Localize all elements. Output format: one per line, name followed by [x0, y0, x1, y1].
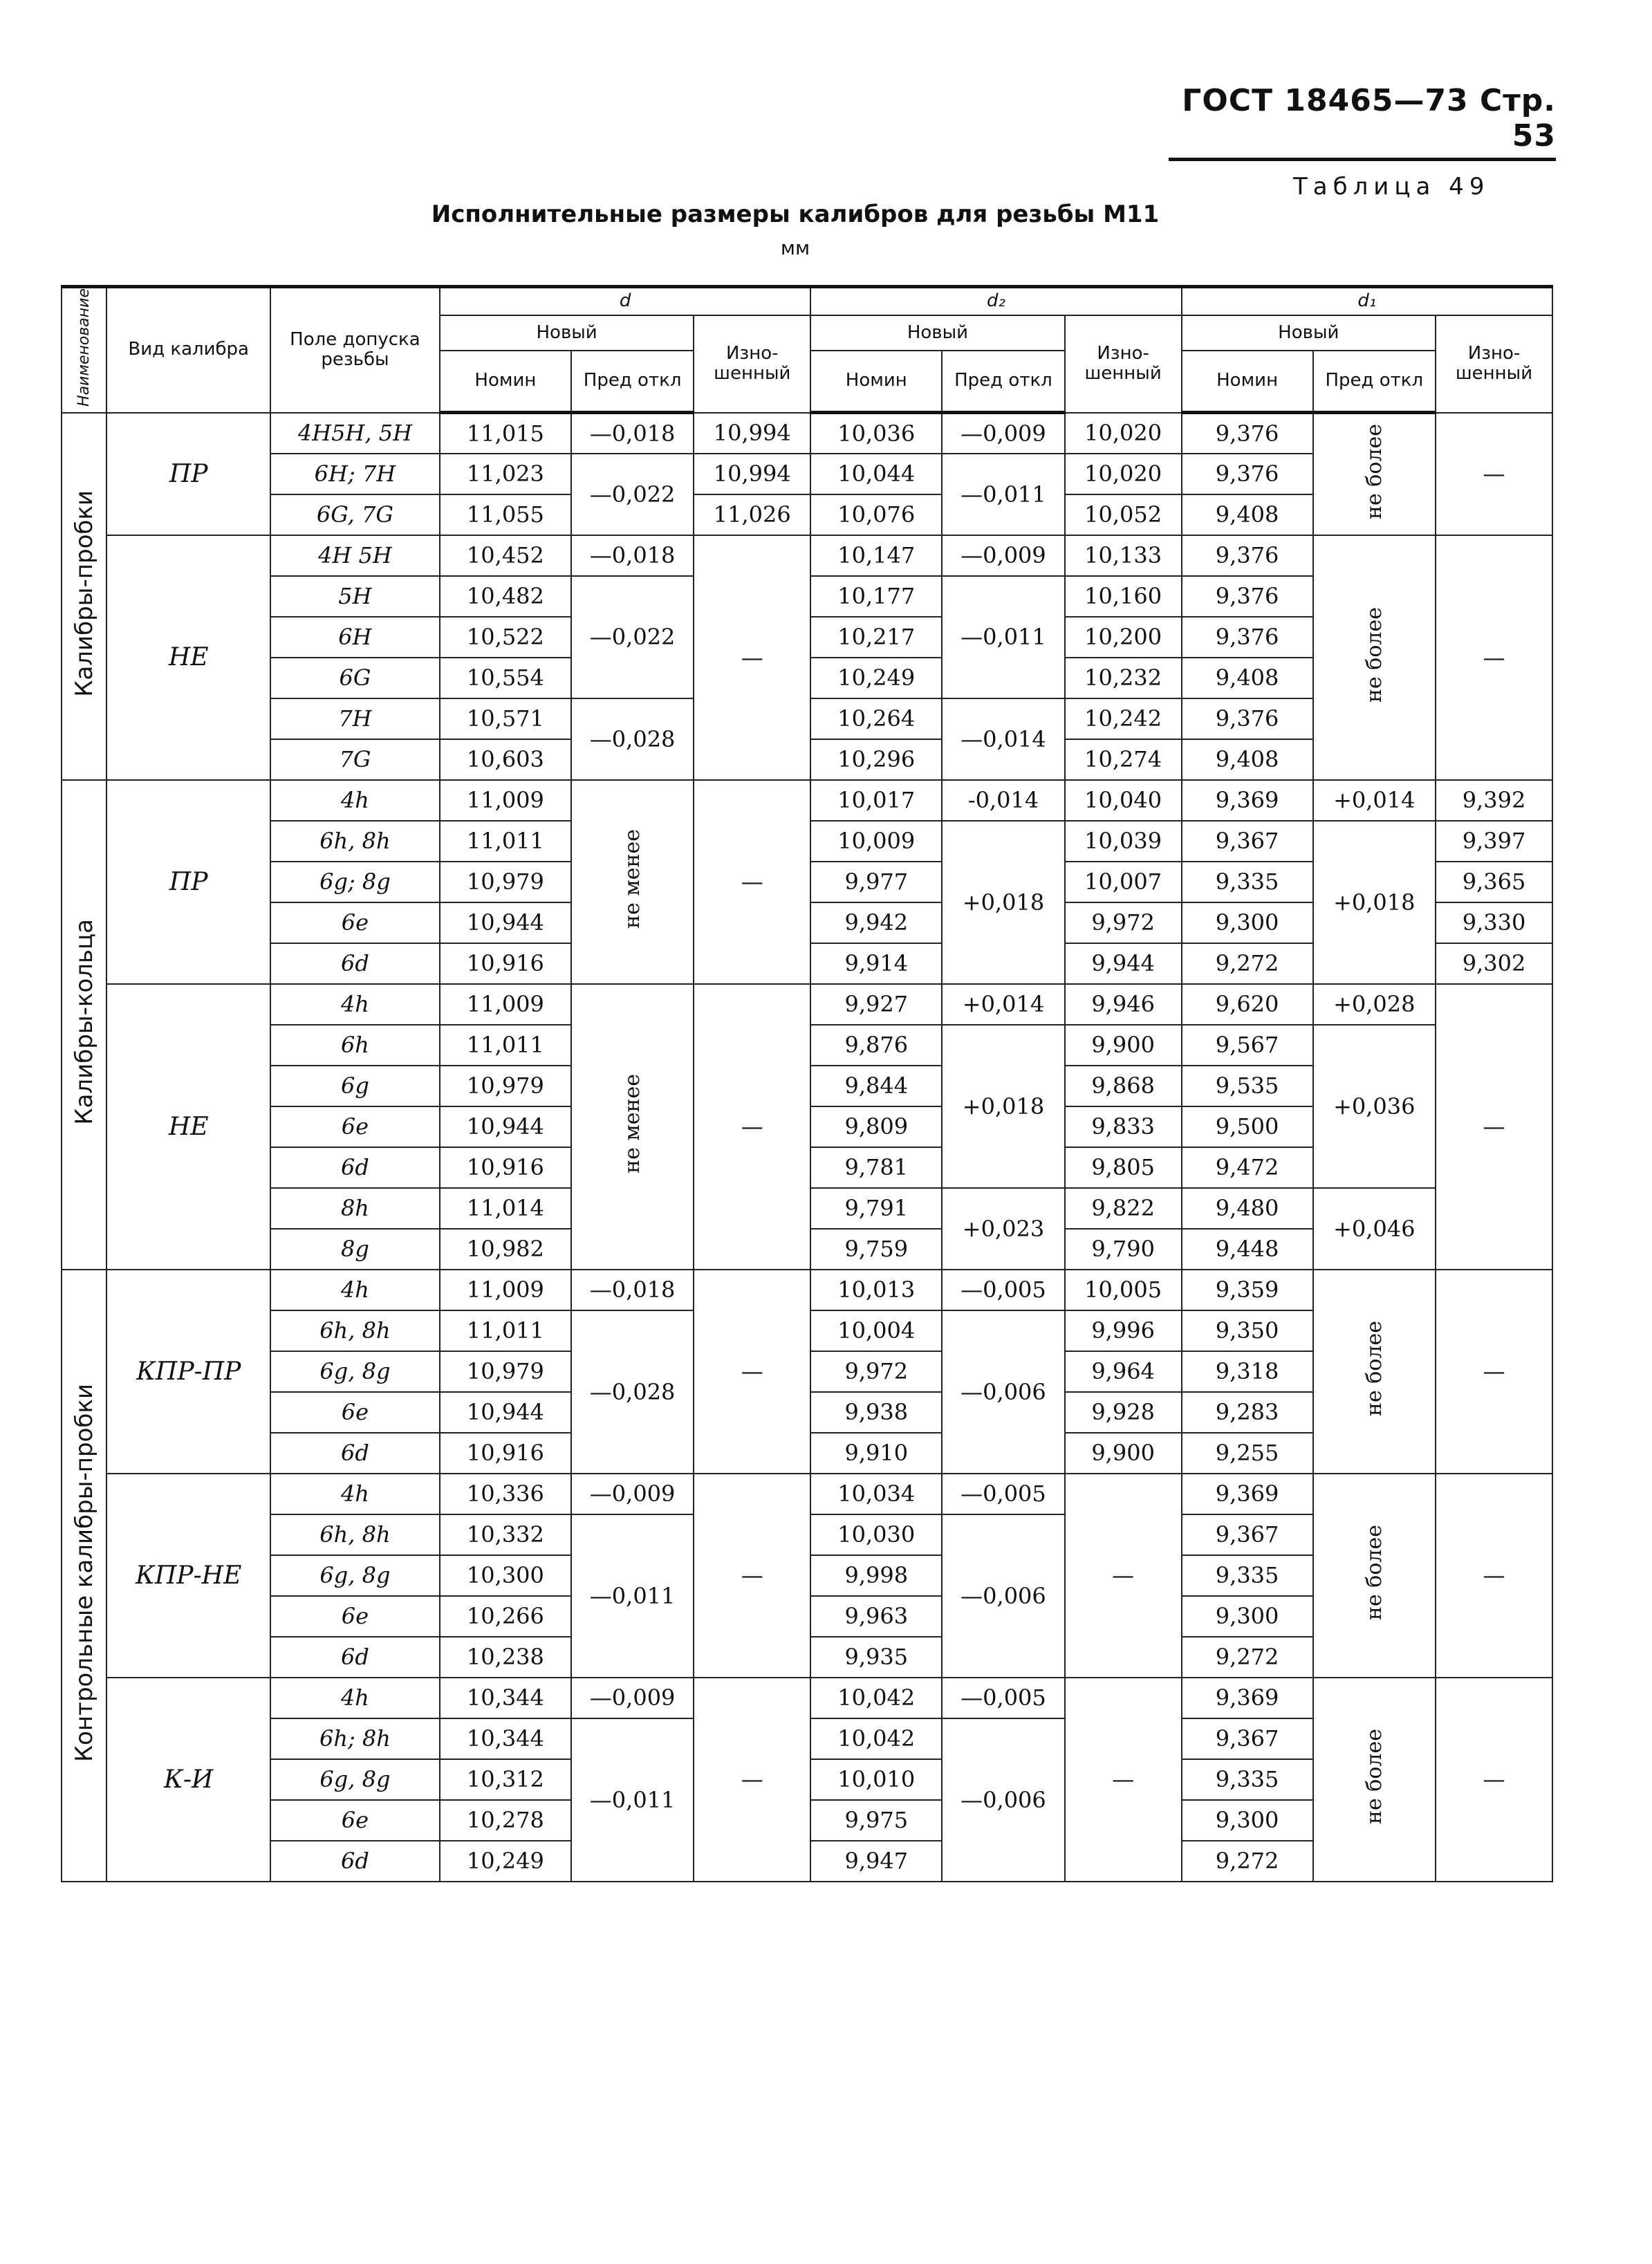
- d2-nominal-cell: 10,009: [810, 821, 942, 862]
- tolerance-cell: 4h: [270, 984, 440, 1025]
- d2-deviation-cell: —0,005: [942, 1474, 1064, 1514]
- d2-deviation-cell: —0,011: [942, 454, 1064, 535]
- tolerance-cell: 6e: [270, 902, 440, 943]
- d-nominal-cell: 10,554: [440, 658, 571, 698]
- d1-worn-cell: 9,392: [1436, 780, 1552, 821]
- d2-new-header: Новый: [810, 315, 1064, 351]
- d2-worn-cell: 9,996: [1065, 1310, 1182, 1351]
- tolerance-cell: 6h, 8h: [270, 1310, 440, 1351]
- d1-nominal-cell: 9,567: [1182, 1025, 1313, 1066]
- tolerance-cell: 6d: [270, 943, 440, 984]
- tolerance-cell: 4h: [270, 1270, 440, 1310]
- d1-nominal-cell: 9,376: [1182, 576, 1313, 617]
- tolerance-cell: 7G: [270, 739, 440, 780]
- d2-nominal-cell: 10,177: [810, 576, 942, 617]
- d2-nominal-cell: 9,791: [810, 1188, 942, 1229]
- d-nominal-cell: 10,482: [440, 576, 571, 617]
- col-type-header: Вид калибра: [106, 287, 270, 413]
- tolerance-cell: 6g: [270, 1066, 440, 1106]
- d-nominal-cell: 11,011: [440, 821, 571, 862]
- d2-nominal-cell: 10,249: [810, 658, 942, 698]
- d2-deviation-cell: —0,011: [942, 576, 1064, 698]
- d1-worn-cell: —: [1436, 1270, 1552, 1474]
- d1-deviation-cell: +0,028: [1313, 984, 1436, 1025]
- d2-nominal-cell: 9,927: [810, 984, 942, 1025]
- d1-nominal-cell: 9,369: [1182, 1474, 1313, 1514]
- d-nominal-cell: 11,055: [440, 494, 571, 535]
- d-nominal-cell: 11,009: [440, 1270, 571, 1310]
- d2-nominal-cell: 9,942: [810, 902, 942, 943]
- d1-nominal-cell: 9,376: [1182, 698, 1313, 739]
- d2-nominal-cell: 10,264: [810, 698, 942, 739]
- d-new-header: Новый: [440, 315, 694, 351]
- table-row: [62, 984, 1552, 1025]
- d1-worn-cell: 9,330: [1436, 902, 1552, 943]
- d2-worn-cell: 9,805: [1065, 1147, 1182, 1188]
- d2-nominal-cell: 10,076: [810, 494, 942, 535]
- d1-nominal-cell: 9,350: [1182, 1310, 1313, 1351]
- d2-nominal-cell: 9,910: [810, 1433, 942, 1474]
- d-nominal-cell: 10,603: [440, 739, 571, 780]
- d1-nominal-cell: 9,300: [1182, 1596, 1313, 1637]
- d1-nominal-cell: 9,448: [1182, 1229, 1313, 1270]
- d2-deviation-cell: —0,006: [942, 1718, 1064, 1882]
- d2-worn-cell: 10,020: [1065, 413, 1182, 454]
- d1-worn-cell: 9,302: [1436, 943, 1552, 984]
- d2-deviation-cell: —0,006: [942, 1310, 1064, 1474]
- d2-worn-cell: 10,040: [1065, 780, 1182, 821]
- d1-deviation-note: не более: [1313, 1678, 1436, 1882]
- d-deviation-cell: —0,028: [571, 1310, 694, 1474]
- d2-nominal-cell: 10,296: [810, 739, 942, 780]
- d-worn-cell: 11,026: [694, 494, 810, 535]
- d-worn-cell: —: [694, 1678, 810, 1882]
- d1-worn-header: Изно-шенный: [1436, 315, 1552, 413]
- d-nominal-cell: 10,452: [440, 535, 571, 576]
- d-deviation-cell: —0,018: [571, 535, 694, 576]
- d1-nominal-cell: 9,376: [1182, 413, 1313, 454]
- d-worn-header: Изно-шенный: [694, 315, 810, 413]
- tolerance-cell: 6g, 8g: [270, 1759, 440, 1800]
- d2-deviation-cell: —0,006: [942, 1514, 1064, 1678]
- d1-nominal-cell: 9,255: [1182, 1433, 1313, 1474]
- col-name-header: Наименование: [62, 287, 106, 413]
- d1-nominal-cell: 9,408: [1182, 494, 1313, 535]
- d2-worn-cell: 10,274: [1065, 739, 1182, 780]
- d1-nominal-cell: 9,472: [1182, 1147, 1313, 1188]
- d2-worn-cell: 9,790: [1065, 1229, 1182, 1270]
- d2-worn-cell: 10,200: [1065, 617, 1182, 658]
- tolerance-cell: 4h: [270, 1678, 440, 1718]
- d2-nominal-cell: 10,217: [810, 617, 942, 658]
- d-worn-cell: 10,994: [694, 413, 810, 454]
- d1-nominal-cell: 9,376: [1182, 617, 1313, 658]
- d-nominal-cell: 10,300: [440, 1555, 571, 1596]
- d1-deviation-note: не более: [1313, 535, 1436, 780]
- d2-nominal-cell: 9,781: [810, 1147, 942, 1188]
- d-worn-cell: —: [694, 1474, 810, 1678]
- d1-deviation-cell: +0,014: [1313, 780, 1436, 821]
- tolerance-cell: 6e: [270, 1800, 440, 1841]
- table-row: [62, 1474, 1552, 1514]
- tolerance-cell: 6g, 8g: [270, 1351, 440, 1392]
- d2-nominal-cell: 10,034: [810, 1474, 942, 1514]
- d-nominal-cell: 10,344: [440, 1718, 571, 1759]
- d2-nominal-cell: 9,935: [810, 1637, 942, 1678]
- d-nominal-cell: 10,332: [440, 1514, 571, 1555]
- d2-worn-cell: 10,242: [1065, 698, 1182, 739]
- d2-deviation-cell: +0,018: [942, 821, 1064, 984]
- d2-nominal-cell: 9,975: [810, 1800, 942, 1841]
- tolerance-cell: 6H: [270, 617, 440, 658]
- tolerance-cell: 4h: [270, 780, 440, 821]
- table-row: [62, 1678, 1552, 1718]
- tolerance-cell: 6h, 8h: [270, 1514, 440, 1555]
- table-row: [62, 780, 1552, 821]
- d2-nominal-cell: 9,759: [810, 1229, 942, 1270]
- d1-nominal-cell: 9,359: [1182, 1270, 1313, 1310]
- d2-deviation-cell: —0,014: [942, 698, 1064, 780]
- group-label: Калибры-кольца: [62, 780, 106, 1270]
- d2-nominal-cell: 10,004: [810, 1310, 942, 1351]
- d2-deviation-cell: —0,005: [942, 1270, 1064, 1310]
- d2-nominal-cell: 10,010: [810, 1759, 942, 1800]
- d-nominal-cell: 11,009: [440, 984, 571, 1025]
- tolerance-cell: 6G, 7G: [270, 494, 440, 535]
- d-nominal-cell: 10,344: [440, 1678, 571, 1718]
- d-deviation-cell: —0,018: [571, 413, 694, 454]
- d2-nominal-cell: 10,036: [810, 413, 942, 454]
- d-nominal-cell: 10,916: [440, 943, 571, 984]
- d-nominal-cell: 10,979: [440, 862, 571, 902]
- d2-deviation-cell: —0,009: [942, 413, 1064, 454]
- d1-nominal-cell: 9,408: [1182, 658, 1313, 698]
- d-nominal-cell: 10,916: [440, 1147, 571, 1188]
- d1-nominal-cell: 9,620: [1182, 984, 1313, 1025]
- d1-deviation-note: не более: [1313, 1270, 1436, 1474]
- d1-worn-cell: —: [1436, 984, 1552, 1270]
- tolerance-cell: 6G: [270, 658, 440, 698]
- table-row: [62, 413, 1552, 454]
- d1-nominal-cell: 9,480: [1182, 1188, 1313, 1229]
- d2-worn-cell: —: [1065, 1474, 1182, 1678]
- d2-deviation-cell: -0,014: [942, 780, 1064, 821]
- d2-worn-cell: 10,005: [1065, 1270, 1182, 1310]
- tolerance-cell: 6e: [270, 1392, 440, 1433]
- d2-nominal-cell: 10,044: [810, 454, 942, 494]
- d1-worn-cell: 9,365: [1436, 862, 1552, 902]
- d-nominal-cell: 11,023: [440, 454, 571, 494]
- d2-nominal-cell: 9,963: [810, 1596, 942, 1637]
- d2-nominal-cell: 9,876: [810, 1025, 942, 1066]
- d1-nominal-cell: 9,335: [1182, 1555, 1313, 1596]
- tolerance-cell: 6d: [270, 1841, 440, 1882]
- d2-nominal-cell: 10,013: [810, 1270, 942, 1310]
- table-title: Исполнительные размеры калибров для резьбы М11: [431, 201, 1160, 228]
- d2-worn-cell: —: [1065, 1678, 1182, 1882]
- d2-nominal-cell: 9,844: [810, 1066, 942, 1106]
- tolerance-cell: 6e: [270, 1596, 440, 1637]
- d1-deviation-cell: +0,046: [1313, 1188, 1436, 1270]
- d2-deviation-cell: —0,005: [942, 1678, 1064, 1718]
- d1-nominal-cell: 9,408: [1182, 739, 1313, 780]
- d1-nominal-cell: 9,283: [1182, 1392, 1313, 1433]
- d2-deviation-header: Пред откл: [942, 351, 1064, 413]
- page-header: ГОСТ 18465—73 Стр. 53: [1169, 83, 1556, 161]
- d-nominal-cell: 11,015: [440, 413, 571, 454]
- d2-worn-cell: 9,946: [1065, 984, 1182, 1025]
- tolerance-cell: 6d: [270, 1637, 440, 1678]
- d-worn-cell: —: [694, 780, 810, 984]
- d1-nominal-header: Номин: [1182, 351, 1313, 413]
- d1-deviation-note: не более: [1313, 1474, 1436, 1678]
- tolerance-cell: 4H 5H: [270, 535, 440, 576]
- d-deviation-cell: —0,009: [571, 1678, 694, 1718]
- d-deviation-header: Пред откл: [571, 351, 694, 413]
- d2-worn-cell: 9,822: [1065, 1188, 1182, 1229]
- d2-nominal-header: Номин: [810, 351, 942, 413]
- d-nominal-cell: 10,522: [440, 617, 571, 658]
- d2-worn-cell: 10,133: [1065, 535, 1182, 576]
- d-nominal-cell: 10,278: [440, 1800, 571, 1841]
- gauge-type: ПР: [106, 780, 270, 984]
- d2-worn-cell: 9,964: [1065, 1351, 1182, 1392]
- d-worn-cell: —: [694, 535, 810, 780]
- d1-nominal-cell: 9,300: [1182, 1800, 1313, 1841]
- d1-nominal-cell: 9,272: [1182, 943, 1313, 984]
- group-label: Калибры-пробки: [62, 413, 106, 780]
- d2-nominal-cell: 10,147: [810, 535, 942, 576]
- tolerance-cell: 8h: [270, 1188, 440, 1229]
- table-unit: мм: [780, 236, 810, 259]
- tolerance-cell: 8g: [270, 1229, 440, 1270]
- d-nominal-cell: 10,979: [440, 1351, 571, 1392]
- d2-nominal-cell: 10,042: [810, 1718, 942, 1759]
- d2-nominal-cell: 9,977: [810, 862, 942, 902]
- d1-worn-cell: —: [1436, 413, 1552, 535]
- d-nominal-cell: 10,982: [440, 1229, 571, 1270]
- d-nominal-header: Номин: [440, 351, 571, 413]
- d-nominal-cell: 10,571: [440, 698, 571, 739]
- d-deviation-cell: —0,022: [571, 454, 694, 535]
- d1-worn-cell: —: [1436, 1678, 1552, 1882]
- gauge-type: ПР: [106, 413, 270, 535]
- d1-deviation-header: Пред откл: [1313, 351, 1436, 413]
- d-nominal-cell: 10,944: [440, 1392, 571, 1433]
- d2-nominal-cell: 9,947: [810, 1841, 942, 1882]
- group-label: Контрольные калибры-пробки: [62, 1270, 106, 1882]
- tolerance-cell: 4H5H, 5H: [270, 413, 440, 454]
- d-deviation-cell: —0,022: [571, 576, 694, 698]
- tolerance-cell: 6e: [270, 1106, 440, 1147]
- d1-worn-cell: —: [1436, 1474, 1552, 1678]
- d2-nominal-cell: 9,972: [810, 1351, 942, 1392]
- d-deviation-note: не менее: [571, 780, 694, 984]
- table-label: Таблица 49: [1293, 173, 1490, 201]
- d2-deviation-cell: +0,014: [942, 984, 1064, 1025]
- d2-nominal-cell: 9,938: [810, 1392, 942, 1433]
- d2-nominal-cell: 9,809: [810, 1106, 942, 1147]
- table-row: [62, 1270, 1552, 1310]
- d-nominal-cell: 10,266: [440, 1596, 571, 1637]
- tolerance-cell: 6g, 8g: [270, 1555, 440, 1596]
- d2-worn-cell: 10,020: [1065, 454, 1182, 494]
- d-nominal-cell: 10,979: [440, 1066, 571, 1106]
- d-nominal-cell: 10,312: [440, 1759, 571, 1800]
- tolerance-cell: 6h, 8h: [270, 821, 440, 862]
- table-row: [62, 535, 1552, 576]
- d1-nominal-cell: 9,272: [1182, 1841, 1313, 1882]
- tolerance-cell: 7H: [270, 698, 440, 739]
- tolerance-cell: 6H; 7H: [270, 454, 440, 494]
- d1-nominal-cell: 9,376: [1182, 535, 1313, 576]
- tolerance-cell: 5H: [270, 576, 440, 617]
- d1-nominal-cell: 9,318: [1182, 1351, 1313, 1392]
- d2-nominal-cell: 10,042: [810, 1678, 942, 1718]
- d-deviation-cell: —0,018: [571, 1270, 694, 1310]
- d2-nominal-cell: 9,998: [810, 1555, 942, 1596]
- d-deviation-cell: —0,009: [571, 1474, 694, 1514]
- d2-worn-cell: 9,928: [1065, 1392, 1182, 1433]
- d-worn-cell: 10,994: [694, 454, 810, 494]
- d-deviation-note: не менее: [571, 984, 694, 1270]
- gauge-type: КПР-НЕ: [106, 1474, 270, 1678]
- d1-nominal-cell: 9,272: [1182, 1637, 1313, 1678]
- d2-deviation-cell: +0,018: [942, 1025, 1064, 1188]
- d1-nominal-cell: 9,376: [1182, 454, 1313, 494]
- d1-nominal-cell: 9,535: [1182, 1066, 1313, 1106]
- d2-deviation-cell: —0,009: [942, 535, 1064, 576]
- d2-nominal-cell: 9,914: [810, 943, 942, 984]
- d2-nominal-cell: 10,030: [810, 1514, 942, 1555]
- tolerance-cell: 6g; 8g: [270, 862, 440, 902]
- d2-worn-cell: 9,833: [1065, 1106, 1182, 1147]
- gauge-type: НЕ: [106, 984, 270, 1270]
- tolerance-cell: 6d: [270, 1433, 440, 1474]
- d-worn-cell: —: [694, 1270, 810, 1474]
- d1-deviation-note: не более: [1313, 413, 1436, 535]
- d-nominal-cell: 11,014: [440, 1188, 571, 1229]
- col-tolerance-header: Поле допуска резьбы: [270, 287, 440, 413]
- d1-deviation-cell: +0,018: [1313, 821, 1436, 984]
- d2-worn-cell: 10,160: [1065, 576, 1182, 617]
- gauge-type: НЕ: [106, 535, 270, 780]
- d2-worn-cell: 9,900: [1065, 1433, 1182, 1474]
- d2-worn-cell: 9,972: [1065, 902, 1182, 943]
- d-deviation-cell: —0,011: [571, 1718, 694, 1882]
- tolerance-cell: 6h; 8h: [270, 1718, 440, 1759]
- d-nominal-cell: 11,009: [440, 780, 571, 821]
- d2-worn-cell: 10,007: [1065, 862, 1182, 902]
- d2-worn-cell: 10,039: [1065, 821, 1182, 862]
- d-deviation-cell: —0,011: [571, 1514, 694, 1678]
- tolerance-cell: 6d: [270, 1147, 440, 1188]
- gauge-type: КПР-ПР: [106, 1270, 270, 1474]
- d2-worn-cell: 10,232: [1065, 658, 1182, 698]
- tolerance-cell: 6h: [270, 1025, 440, 1066]
- d-deviation-cell: —0,028: [571, 698, 694, 780]
- col-d-header: d: [440, 287, 810, 316]
- d1-worn-cell: 9,397: [1436, 821, 1552, 862]
- d1-nominal-cell: 9,367: [1182, 1718, 1313, 1759]
- d-nominal-cell: 11,011: [440, 1025, 571, 1066]
- d2-worn-header: Изно-шенный: [1065, 315, 1182, 413]
- d2-worn-cell: 9,868: [1065, 1066, 1182, 1106]
- d2-worn-cell: 9,944: [1065, 943, 1182, 984]
- d2-worn-cell: 9,900: [1065, 1025, 1182, 1066]
- tolerance-cell: 4h: [270, 1474, 440, 1514]
- d1-nominal-cell: 9,369: [1182, 780, 1313, 821]
- d-nominal-cell: 10,916: [440, 1433, 571, 1474]
- d1-nominal-cell: 9,369: [1182, 1678, 1313, 1718]
- gauge-dimensions-table: [61, 285, 1553, 1882]
- d-nominal-cell: 10,944: [440, 1106, 571, 1147]
- col-d1-header: d₁: [1182, 287, 1552, 316]
- d1-worn-cell: —: [1436, 535, 1552, 780]
- d1-nominal-cell: 9,500: [1182, 1106, 1313, 1147]
- gauge-type: К-И: [106, 1678, 270, 1882]
- d-nominal-cell: 10,336: [440, 1474, 571, 1514]
- d-nominal-cell: 10,944: [440, 902, 571, 943]
- d1-nominal-cell: 9,367: [1182, 1514, 1313, 1555]
- d1-nominal-cell: 9,300: [1182, 902, 1313, 943]
- col-d2-header: d₂: [810, 287, 1181, 316]
- d2-deviation-cell: +0,023: [942, 1188, 1064, 1270]
- d2-worn-cell: 10,052: [1065, 494, 1182, 535]
- d1-nominal-cell: 9,335: [1182, 1759, 1313, 1800]
- d2-nominal-cell: 10,017: [810, 780, 942, 821]
- d-nominal-cell: 11,011: [440, 1310, 571, 1351]
- d1-nominal-cell: 9,335: [1182, 862, 1313, 902]
- d-worn-cell: —: [694, 984, 810, 1270]
- d1-deviation-cell: +0,036: [1313, 1025, 1436, 1188]
- d1-new-header: Новый: [1182, 315, 1436, 351]
- d-nominal-cell: 10,238: [440, 1637, 571, 1678]
- d1-nominal-cell: 9,367: [1182, 821, 1313, 862]
- d-nominal-cell: 10,249: [440, 1841, 571, 1882]
